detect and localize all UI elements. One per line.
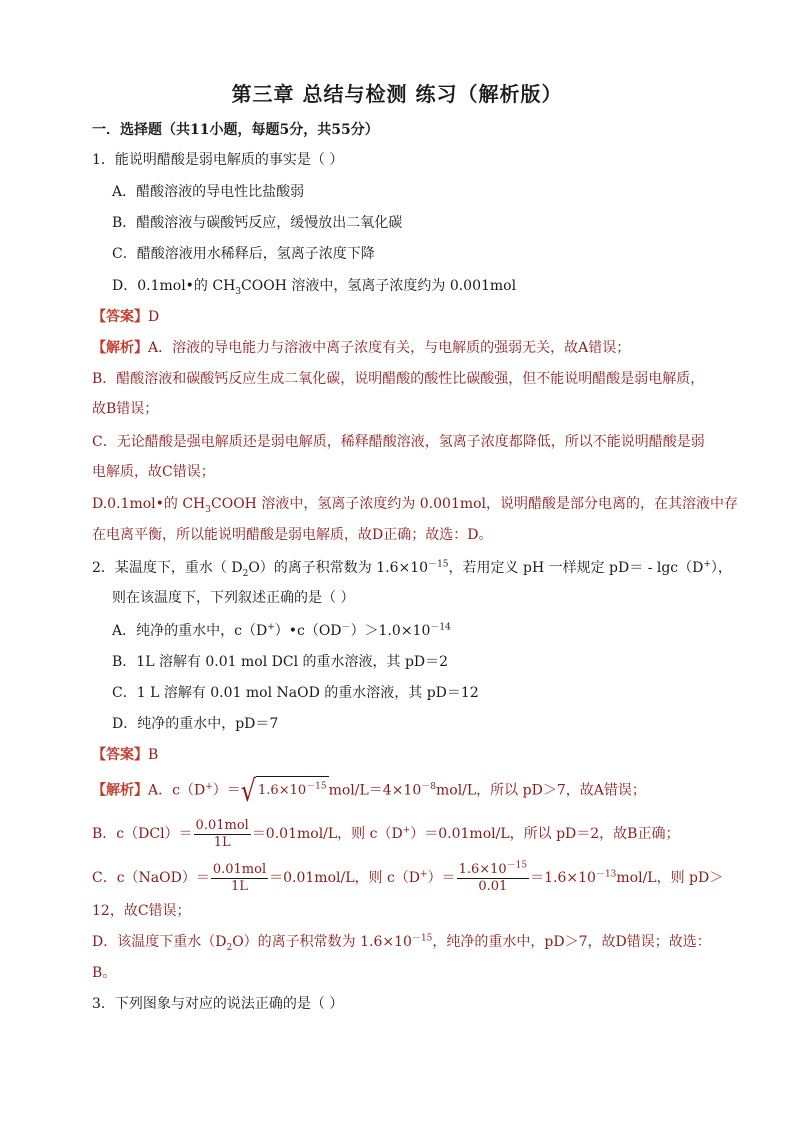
- fraction: $\frac{1.6\times 10^{-15}}{0.01}$: [458, 860, 528, 894]
- q1-explanation-d1: D.0.1mol•的 $CH_3COOH$ 溶液中，氢离子浓度约为 0.001mol，说明醋酸是部分电离的，在其溶液中存: [92, 496, 739, 515]
- q3-stem: 3．下列图象与对应的说法正确的是（ ）: [92, 996, 344, 1012]
- q2-stem-line1: 2．某温度下，重水（ $D_2O$）的离子积常数为 $1.6\times 10^{-15}$，若用定义 pH 一样规定 pD＝ - lgc（D+），: [92, 559, 732, 579]
- q1-stem: 1．能说明醋酸是弱电解质的事实是（ ）: [92, 152, 344, 168]
- q1-explanation-c2: 电解质，故C错误；: [92, 464, 215, 480]
- q1-explanation-a: 【解析】A．溶液的导电能力与溶液中离子浓度有关，与电解质的强弱无关，故A错误；: [92, 340, 631, 356]
- q2-option-d: D．纯净的重水中，pD＝7: [112, 716, 279, 732]
- q2-stem-line2: 则在该温度下，下列叙述正确的是（ ）: [112, 590, 355, 606]
- q1-option-b: B．醋酸溶液与碳酸钙反应，缓慢放出二氧化碳: [112, 215, 403, 231]
- q2-explanation-d1: D．该温度下重水$(D_2O)$的离子积常数为 $1.6\times 10^{-15}$，纯净的重水中，pD＞7，故D错误；故选：: [92, 933, 711, 953]
- q2-explanation-d2: B。: [92, 965, 117, 981]
- q2-explanation-b: B．c（DCl）＝ $\frac{\text{0.01mol}}{1L}$ ＝0.01mol/L，则 c（D+）＝0.01mol/L，所以 pD＝2，故B正确；: [92, 817, 680, 850]
- q1-explanation-c1: C．无论醋酸是强电解质还是弱电解质，稀释醋酸溶液，氢离子浓度都降低，所以不能说明醋酸是弱: [92, 434, 705, 450]
- q2-option-b: B．1L 溶解有 0.01 mol DCl 的重水溶液，其 pD＝2: [112, 654, 449, 670]
- q1-option-a: A．醋酸溶液的导电性比盐酸弱: [112, 184, 305, 200]
- q1-explanation-d2: 在电离平衡，所以能说明醋酸是弱电解质，故D正确；故选：D。: [92, 527, 493, 543]
- fraction: $\frac{\text{0.01mol}}{1L}$: [212, 861, 267, 894]
- section-header: 一．选择题（共11小题，每题5分，共55分）: [92, 122, 379, 138]
- q2-option-a: A．纯净的重水中，$c(D^+)•c(OD^-)>1.0\times 10^{-14}$: [112, 622, 451, 639]
- q2-explanation-c2: 12，故C错误；: [92, 903, 191, 919]
- q1-explanation-b2: 故B错误；: [92, 401, 159, 417]
- q1-option-c: C．醋酸溶液用水稀释后，氢离子浓度下降: [112, 246, 375, 262]
- q2-explanation-c1: C．c（NaOD）＝ $\frac{\text{0.01mol}}{1L}$ ＝0.01mol/L，则 c（D+）＝ $\frac{1.6\times 10^{-15}}{0.01}$ $=1.6\times 10^{-13}mol/L$，则 pD＞: [92, 860, 724, 894]
- q1-answer: 【答案】D: [92, 309, 160, 325]
- q1-explanation-b1: B．醋酸溶液和碳酸钙反应生成二氧化碳，说明醋酸的酸性比碳酸强，但不能说明醋酸是弱电解质，: [92, 371, 705, 387]
- q1-option-d: D．0.1mol•的 $CH_3COOH$ 溶液中，氢离子浓度约为 0.001mol: [112, 278, 517, 297]
- fraction: $\frac{\text{0.01mol}}{1L}$: [195, 817, 249, 850]
- sqrt-expression: √ $1.6\times 10^{-15}$: [240, 773, 327, 808]
- q2-answer: 【答案】B: [92, 747, 159, 763]
- page-title: 第三章 总结与检测 练习（解析版）: [231, 82, 563, 106]
- q2-option-c: C．1 L 溶解有 0.01 mol NaOD 的重水溶液，其 pD＝12: [112, 685, 479, 701]
- q2-explanation-a: 【解析】A．c（D+）＝√ $1.6\times 10^{-15}$ mol/$L=4\times 10^{-8}mol/L$，所以 pD＞7，故A错误；: [92, 773, 646, 808]
